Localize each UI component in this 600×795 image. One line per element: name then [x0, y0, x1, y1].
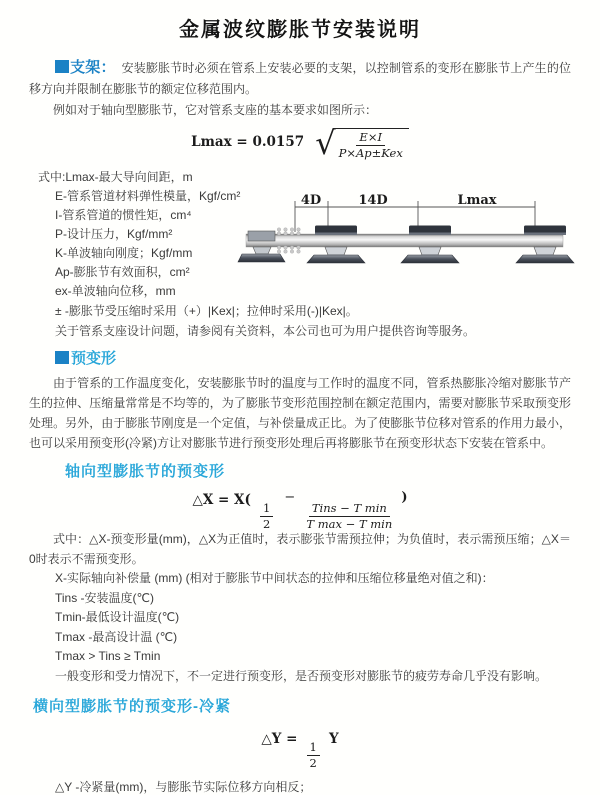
- minus-sign: −: [284, 490, 296, 505]
- fraction: [339, 131, 403, 160]
- half-fraction: [307, 741, 320, 770]
- half-fraction: [260, 502, 273, 531]
- variable-line: E-管系管道材料弹性模量，Kgf/cm²: [55, 189, 241, 203]
- section-square-icon: [55, 351, 69, 364]
- fraction-numerator: Tins − T min: [309, 502, 390, 517]
- fraction-denominator: T max − T min: [306, 517, 393, 531]
- support-paragraph: [29, 57, 571, 100]
- formula-lhs: Lmax = 0.0157: [191, 134, 305, 150]
- axial-description: 式中：△X-预变形量(mm)，△X为正值时，表示膨张节需预拉伸；为负值时，表示需预压缩；△X＝0时表示不需预变形。: [29, 532, 571, 566]
- axial-variable-list: [55, 569, 600, 686]
- list-item: Tmax > Tins ≥ Tmin: [55, 649, 161, 663]
- close-paren: ): [401, 490, 408, 505]
- fraction-numerator: 1: [260, 502, 273, 517]
- formula-lhs: △Y =: [261, 731, 298, 747]
- preform-paragraph: 由于管系的工作温度变化，安装膨胀节时的温度与工作时的温度不同，管系热膨胀冷缩对膨胀节产生的拉伸、压缩量常常是不均等的，为了膨胀节变形范围控制在额定范围内，需要对膨胀节采取预变形处理。另外，由于膨胀节刚度是一个定值，与补偿量成正比。为了使膨胀节位移对管系的作用力最小，也可以采用预变形(冷紧)方让对膨胀节进行预变形处理后再将膨胀节在预变形状态下安装在管系中。: [29, 376, 571, 450]
- support-paragraph-text: 安装膨胀节时必须在管系上安装必要的支架，以控制管系的变形在膨胀节上产生的位移方向并限制在膨胀节的额定位移范围内。: [29, 61, 571, 96]
- page-title: 金属波纹膨胀节安装说明: [179, 19, 421, 41]
- formula-lhs: △X = X(: [192, 492, 251, 508]
- sqrt-expression: [315, 124, 409, 162]
- dim-label-4d: 4D: [300, 193, 322, 208]
- lateral-preform-formula: [0, 728, 600, 770]
- formula-notes: [55, 301, 600, 341]
- variable-line: Ap-膨胀节有效面积，cm²: [55, 265, 190, 279]
- section-square-icon: [55, 60, 69, 73]
- fraction-denominator: 2: [309, 756, 317, 770]
- fraction-numerator: E×I: [356, 131, 385, 146]
- list-item: Tins -安装温度(℃): [55, 590, 155, 605]
- preform-section-heading: [55, 347, 600, 368]
- variable-line: 式中:Lmax-最大导向间距，m: [38, 170, 193, 184]
- sqrt-radicand: [333, 128, 409, 160]
- temperature-fraction: [306, 502, 392, 531]
- support-example-line: 例如对于轴向型膨胀节，它对管系支座的基本要求如图所示：: [53, 103, 378, 117]
- support-heading: 支架：: [70, 59, 116, 76]
- fraction-numerator: 1: [307, 741, 320, 756]
- pipe: [246, 234, 563, 247]
- list-item: Tmax -最高设计温 (℃): [55, 629, 178, 644]
- dim-label-14d: 14D: [358, 193, 388, 208]
- variable-line: I-管系管道的惯性矩，cm⁴: [55, 208, 192, 222]
- variables-and-diagram: [38, 168, 600, 301]
- lateral-description: △Y -冷紧量(mm)，与膨胀节实际位移方向相反；: [55, 780, 312, 794]
- list-item: Tmin-最低设计温度(℃): [55, 610, 180, 624]
- fraction-denominator: 2: [263, 517, 271, 531]
- fraction-denominator: P×Ap±Kex: [338, 146, 403, 160]
- pipe-support-drawing: [246, 195, 598, 297]
- variable-line: P-设计压力，Kgf/mm²: [55, 227, 173, 241]
- preform-heading-text: 预变形: [71, 350, 117, 367]
- variable-line: K-单波轴向刚度；Kgf/mm: [55, 246, 193, 260]
- guide-spacing-formula: [0, 124, 600, 164]
- dim-label-lmax: Lmax: [457, 193, 497, 208]
- sqrt-sign: √: [315, 124, 336, 162]
- lateral-subheading: 横向型膨胀节的预变形-冷紧: [33, 698, 231, 715]
- list-item: 一般变形和受力情况下，不一定进行预变形，是否预变形对膨胀节的疲劳寿命几乎没有影响。: [55, 668, 548, 683]
- formula-rhs: Y: [328, 731, 339, 747]
- variable-line: ex-单波轴向位移，mm: [55, 284, 176, 298]
- axial-preform-formula: [0, 489, 600, 531]
- note-plusminus: ± -膨胀节受压缩时采用（+）|Kex|；拉伸时采用(-)|Kex|。: [55, 304, 358, 318]
- axial-subheading: 轴向型膨胀节的预变形: [65, 463, 226, 480]
- note-consulting: 关于管系支座设计问题，请参阅有关资料，本公司也可为用户提供咨询等服务。: [55, 324, 476, 338]
- pipe-support-diagram: [246, 195, 598, 297]
- list-item: X-实际轴向补偿量 (mm) (相对于膨胀节中间状态的拉伸和压缩位移量绝对值之和)：: [55, 571, 494, 585]
